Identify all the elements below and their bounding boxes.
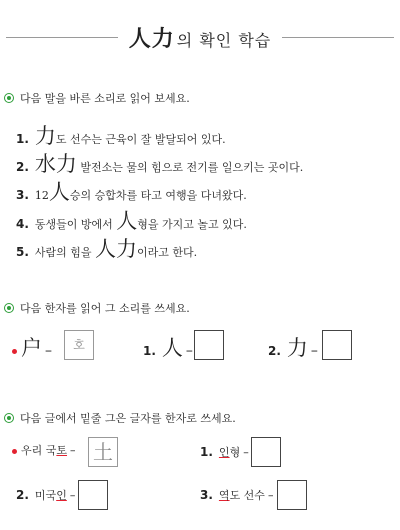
section1-item-5: 5. 사람의 힘을 人力이라고 한다. <box>16 237 198 261</box>
page-title <box>0 22 400 53</box>
section1-item-3: 3. 12人승의 승합차를 타고 여행을 다녀왔다. <box>16 180 247 204</box>
section1-item-4: 4. 동생들이 방에서 人형을 가지고 놀고 있다. <box>16 209 247 233</box>
section2-instruction: 다음 한자를 읽어 그 소리를 쓰세요. <box>4 300 190 316</box>
red-dot-icon <box>12 349 17 354</box>
bullet-circle-icon <box>4 303 14 313</box>
section3-answer-box-3[interactable] <box>277 480 307 510</box>
title-text: 의 확인 학습 <box>176 31 272 50</box>
section3-item-2: 2. 미국인 – <box>16 488 76 502</box>
section3-item-1: 1. 인형 – <box>200 445 249 459</box>
section3-item-3: 3. 역도 선수 – <box>200 488 274 502</box>
section3-example: 우리 국토 – <box>12 442 79 458</box>
section2-item-2: 2. 力 – <box>268 336 318 360</box>
section1-item-1: 1. 力도 선수는 근육이 잘 발달되어 있다. <box>16 124 226 148</box>
section3-instruction: 다음 글에서 밑줄 그은 글자를 한자로 쓰세요. <box>4 410 236 426</box>
section1-instruction: 다음 말을 바른 소리로 읽어 보세요. <box>4 90 190 106</box>
section2-item-1: 1. 人 – <box>143 336 193 360</box>
section3-answer-box-1[interactable] <box>251 437 281 467</box>
section2-answer-box-2[interactable] <box>322 330 352 360</box>
red-dot-icon <box>12 449 17 454</box>
section3-answer-box-2[interactable] <box>78 480 108 510</box>
section1-item-2: 2. 水力 발전소는 물의 힘으로 전기를 일으키는 곳이다. <box>16 152 304 176</box>
bullet-circle-icon <box>4 93 14 103</box>
section2-example: 户 – <box>12 332 55 362</box>
bullet-circle-icon <box>4 413 14 423</box>
title-hanja: 人力 <box>128 26 175 52</box>
section2-example-box: 호 <box>64 330 94 360</box>
section2-answer-box-1[interactable] <box>194 330 224 360</box>
section3-example-box: 土 <box>88 437 118 467</box>
